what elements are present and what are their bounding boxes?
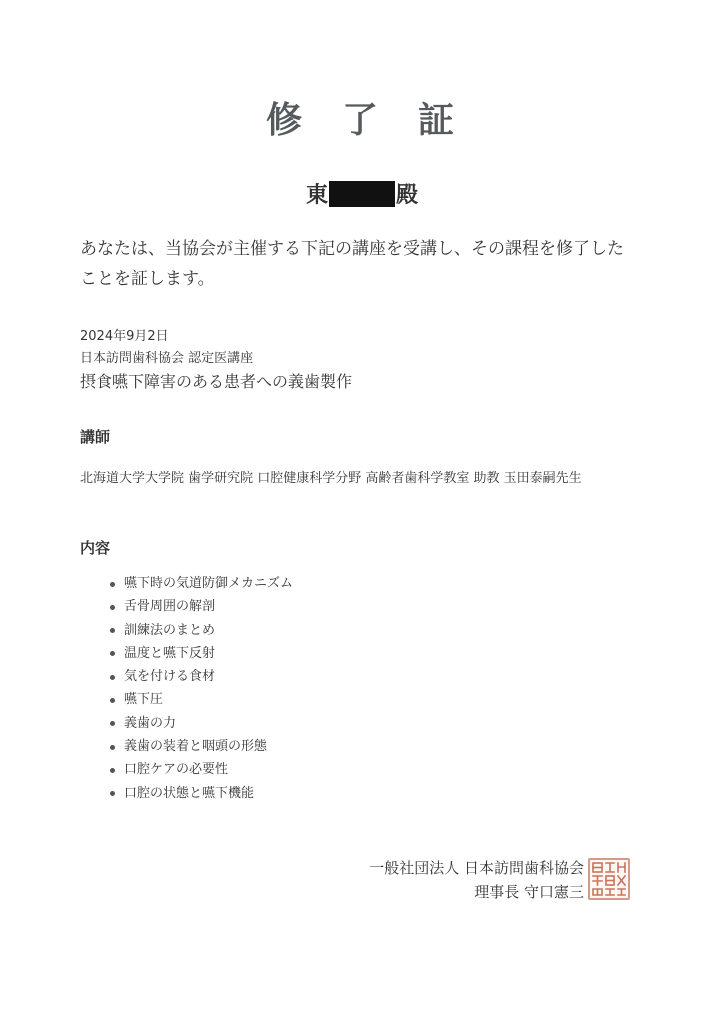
course-title: 摂食嚥下障害のある患者への義歯製作 — [80, 372, 353, 391]
certification-statement — [80, 234, 650, 294]
list-item: 義歯の装着と咽頭の形態 — [108, 735, 293, 758]
certificate-title — [0, 92, 724, 143]
statement-line: ことを証します。 — [80, 269, 215, 289]
course-series: 日本訪問歯科協会 認定医講座 — [80, 351, 254, 366]
list-item: 義歯の力 — [108, 712, 293, 735]
redaction-block — [329, 181, 395, 207]
lecturer-name: 北海道大学大学院 歯学研究院 口腔健康科学分野 高齢者歯科学教室 助教 玉田泰嗣先生 — [80, 471, 582, 486]
list-item: 気を付ける食材 — [108, 665, 293, 688]
issuer-person: 理事長 守口憲三 — [474, 883, 584, 901]
list-item: 訓練法のまとめ — [108, 619, 293, 642]
content-heading: 内容 — [80, 539, 111, 557]
list-item: 温度と嚥下反射 — [108, 642, 293, 665]
list-item: 嚥下圧 — [108, 688, 293, 711]
list-item: 口腔ケアの必要性 — [108, 758, 293, 781]
course-date: 2024年9月2日 — [80, 329, 169, 344]
course-meta — [80, 326, 650, 394]
issuer-block — [369, 856, 584, 904]
content-list — [108, 572, 293, 805]
list-item: 嚥下時の気道防御メカニズム — [108, 572, 293, 595]
title-char: 了 — [341, 99, 382, 141]
lecturer-heading: 講師 — [80, 428, 111, 446]
title-char: 修 — [265, 99, 306, 141]
recipient-surname: 東 — [305, 182, 328, 208]
statement-line: あなたは、当協会が主催する下記の講座を受講し、その課程を修了した — [80, 239, 624, 259]
recipient-line — [0, 178, 724, 209]
recipient-honorific: 殿 — [396, 182, 419, 208]
title-char: 証 — [418, 99, 459, 141]
red-square-seal-icon — [588, 858, 630, 900]
list-item: 口腔の状態と嚥下機能 — [108, 782, 293, 805]
issuer-org: 一般社団法人 日本訪問歯科協会 — [369, 859, 584, 877]
list-item: 舌骨周囲の解剖 — [108, 595, 293, 618]
